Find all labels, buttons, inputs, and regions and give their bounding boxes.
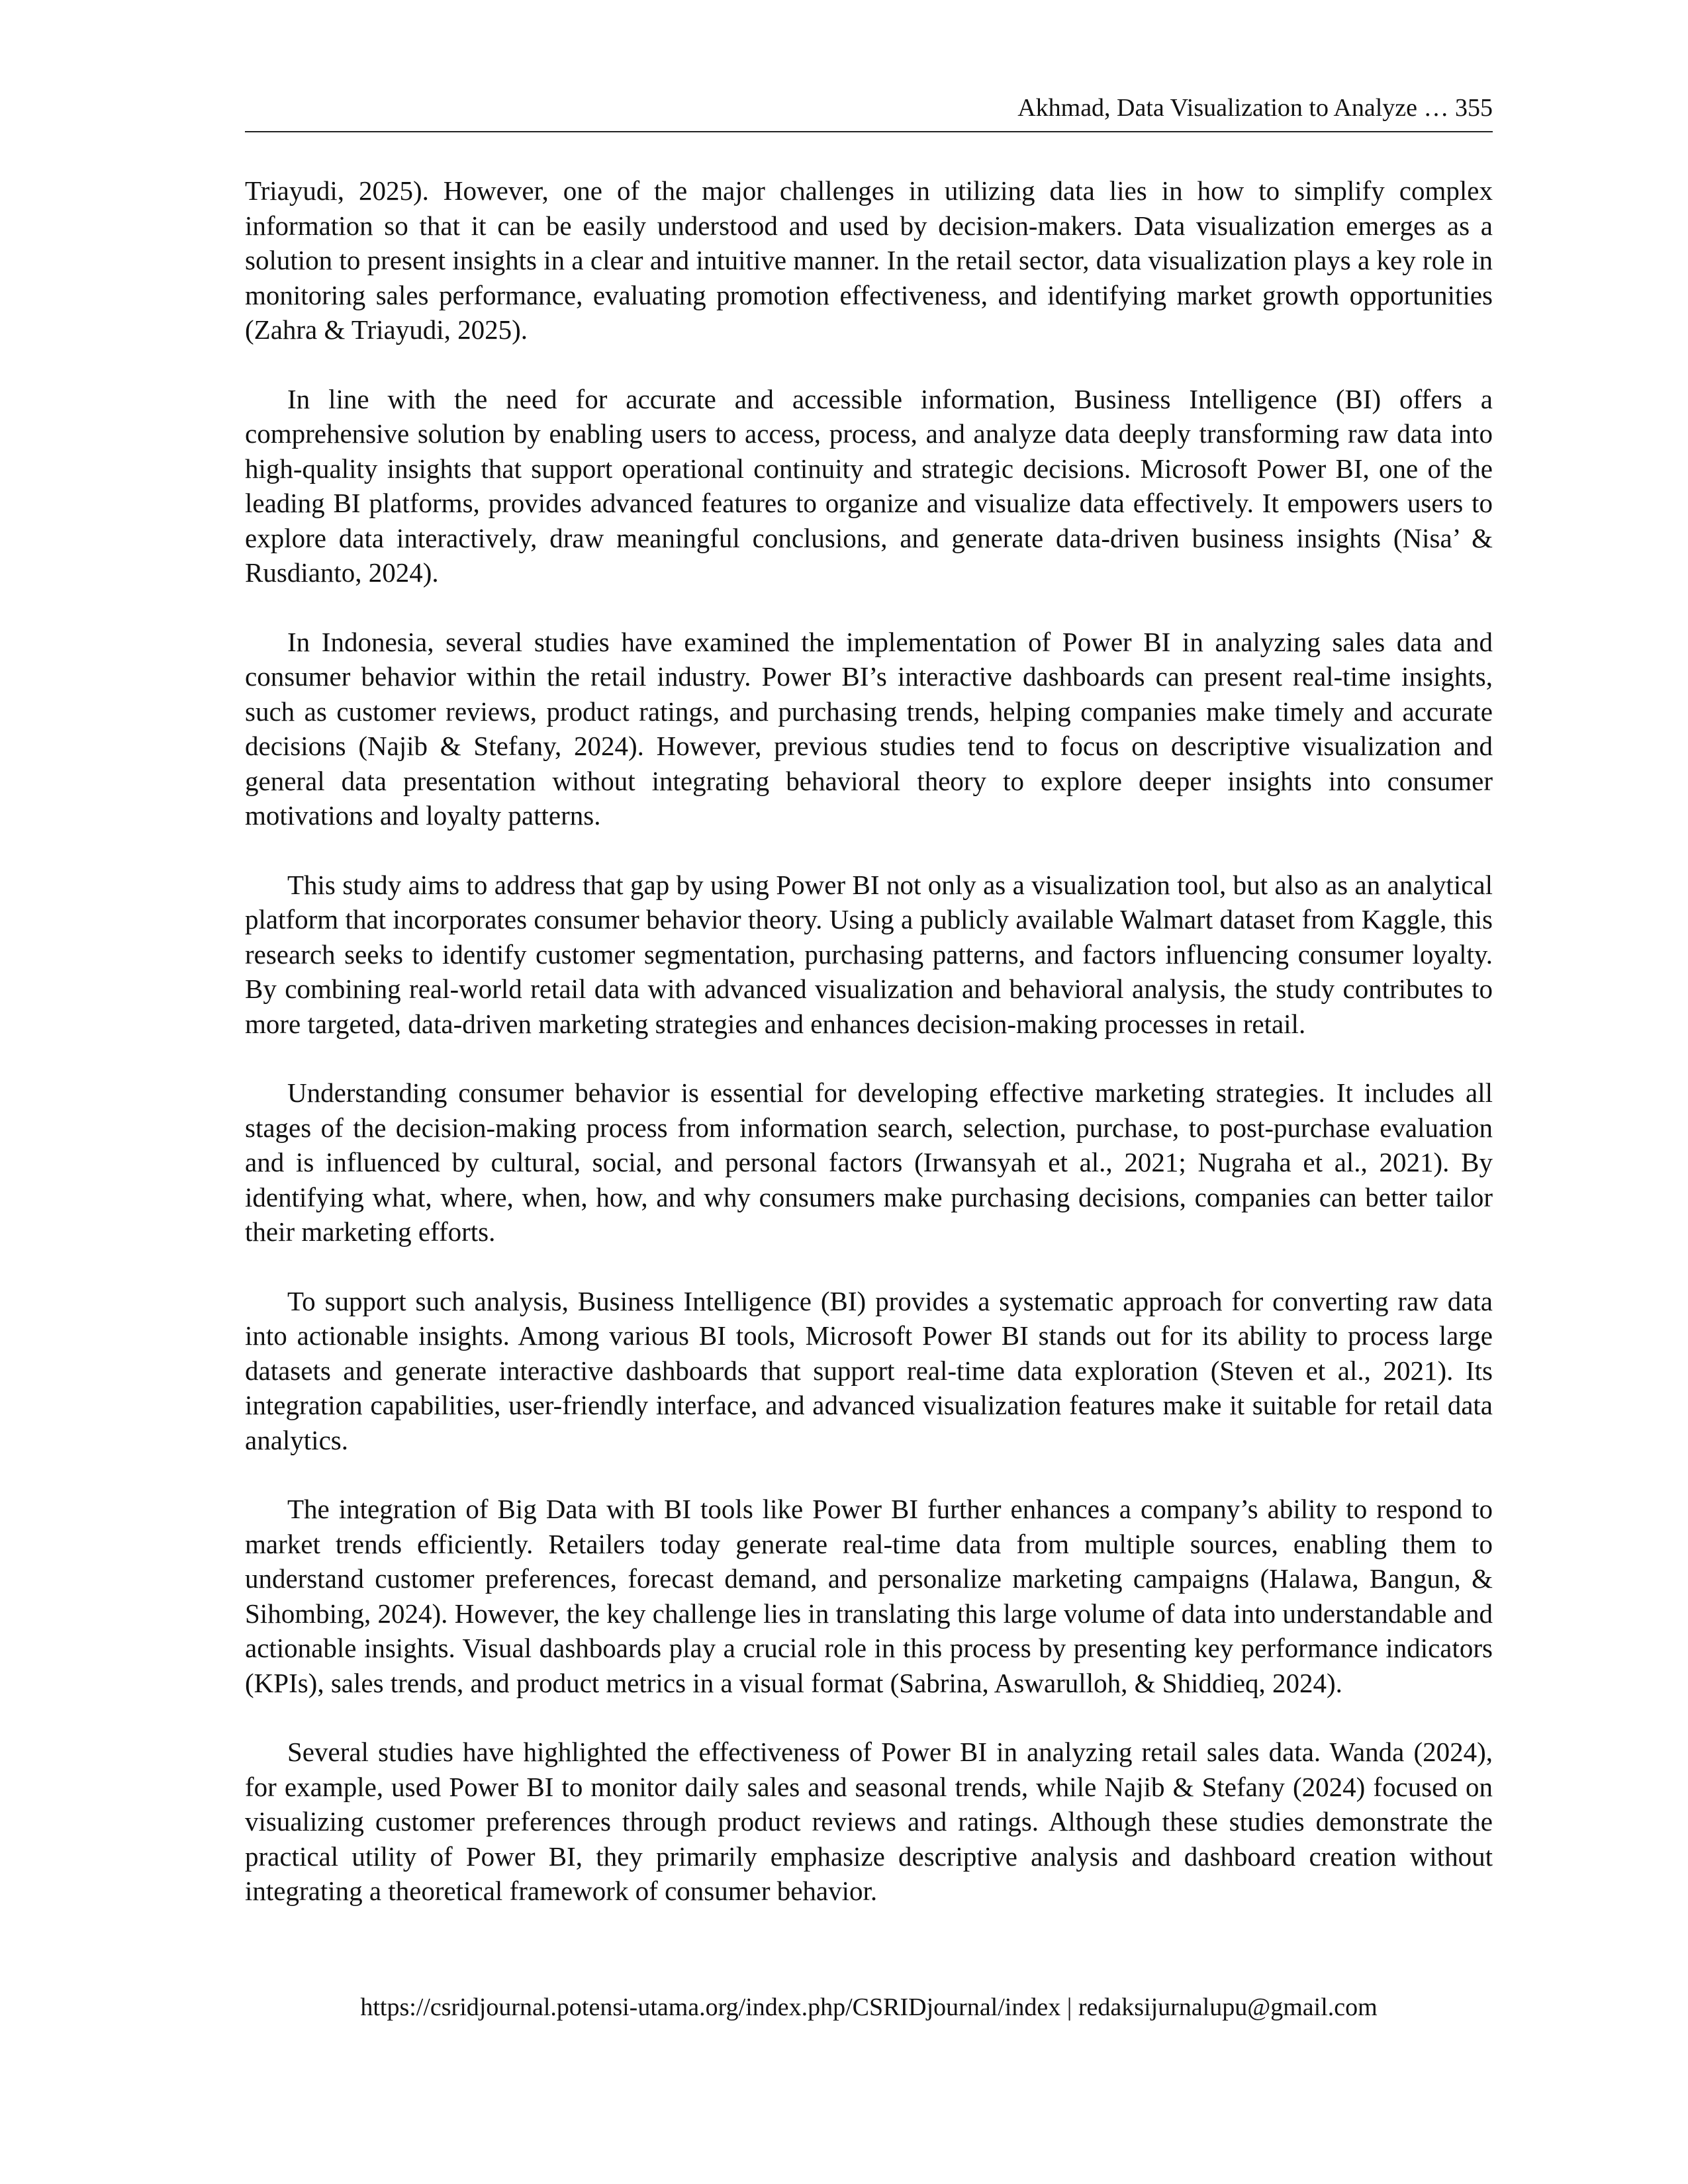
- footer-separator: |: [1066, 1993, 1072, 2021]
- paragraph-1: Triayudi, 2025). However, one of the major challenges in utilizing data lies in how to simplify complex information so that it can be easily understood and used by decision-makers. Data visualization emerges as a solution to present insights in a clear and intuitive manner. In the retail sector, data visualization plays a key role in monitoring sales performance, evaluating promotion effectiveness, and identifying market growth opportunities (Zahra & Triayudi, 2025).: [245, 175, 1493, 345]
- paragraph-4: This study aims to address that gap by using Power BI not only as a visualization tool, but also as an analytical platform that incorporates consumer behavior theory. Using a publicly available Walmart dataset from Kaggle, this research seeks to identify customer segmentation, purchasing patterns, and factors influencing consumer loyalty. By combining real-world retail data with advanced visualization and behavioral analysis, the study contributes to more targeted, data-driven marketing strategies and enhances decision-making processes in retail.: [245, 869, 1493, 1039]
- paragraph-3: In Indonesia, several studies have examined the implementation of Power BI in analyzing sales data and consumer behavior within the retail industry. Power BI’s interactive dashboards can present real-time insights, such as customer reviews, product ratings, and purchasing trends, helping companies make timely and accurate decisions (Najib & Stefany, 2024). However, previous studies tend to focus on descriptive visualization and general data presentation without integrating behavioral theory to explore deeper insights into consumer motivations and loyalty patterns.: [245, 626, 1493, 831]
- paragraph-5: Understanding consumer behavior is essential for developing effective marketing strategies. It includes all stages of the decision-making process from information search, selection, purchase, to post-purchase evaluation and is influenced by cultural, social, and personal factors (Irwansyah et al., 2021; Nugraha et al., 2021). By identifying what, where, when, how, and why consumers make purchasing decisions, companies can better tailor their marketing efforts.: [245, 1077, 1493, 1247]
- running-header: Akhmad, Data Visualization to Analyze … 355: [1017, 94, 1493, 122]
- journal-url-link[interactable]: https://csridjournal.potensi-utama.org/index.php/CSRIDjournal/index: [360, 1993, 1061, 2021]
- paragraph-8: Several studies have highlighted the effectiveness of Power BI in analyzing retail sales data. Wanda (2024), for example, used Power BI to monitor daily sales and seasonal trends, while Najib & Stefany (2024) focused on visualizing customer preferences through product reviews and ratings. Although these studies demonstrate the practical utility of Power BI, they primarily emphasize descriptive analysis and dashboard creation without integrating a theoretical framework of consumer behavior.: [245, 1737, 1493, 1906]
- paragraph-2: In line with the need for accurate and accessible information, Business Intelligence (BI) offers a comprehensive solution by enabling users to access, process, and analyze data deeply transforming raw data into high-quality insights that support operational continuity and strategic decisions. Microsoft Power BI, one of the leading BI platforms, provides advanced features to organize and visualize data effectively. It empowers users to explore data interactively, draw meaningful conclusions, and generate data-driven business insights (Nisa’ & Rusdianto, 2024).: [245, 383, 1493, 588]
- paragraph-7: The integration of Big Data with BI tools like Power BI further enhances a company’s ability to respond to market trends efficiently. Retailers today generate real-time data from multiple sources, enabling them to understand customer preferences, forecast demand, and personalize marketing campaigns (Halawa, Bangun, & Sihombing, 2024). However, the key challenge lies in translating this large volume of data into understandable and actionable insights. Visual dashboards play a crucial role in this process by presenting key performance indicators (KPIs), sales trends, and product metrics in a visual format (Sabrina, Aswarulloh, & Shiddieq, 2024).: [245, 1494, 1493, 1698]
- header-rule: [245, 131, 1493, 132]
- page-footer: [245, 1992, 1493, 2023]
- body-text: [245, 173, 1493, 1943]
- email-link[interactable]: redaksijurnalupu@gmail.com: [1078, 1993, 1378, 2021]
- paragraph-6: To support such analysis, Business Intelligence (BI) provides a systematic approach for converting raw data into actionable insights. Among various BI tools, Microsoft Power BI stands out for its ability to process large datasets and generate interactive dashboards that support real-time data exploration (Steven et al., 2021). Its integration capabilities, user-friendly interface, and advanced visualization features make it suitable for retail data analytics.: [245, 1285, 1493, 1455]
